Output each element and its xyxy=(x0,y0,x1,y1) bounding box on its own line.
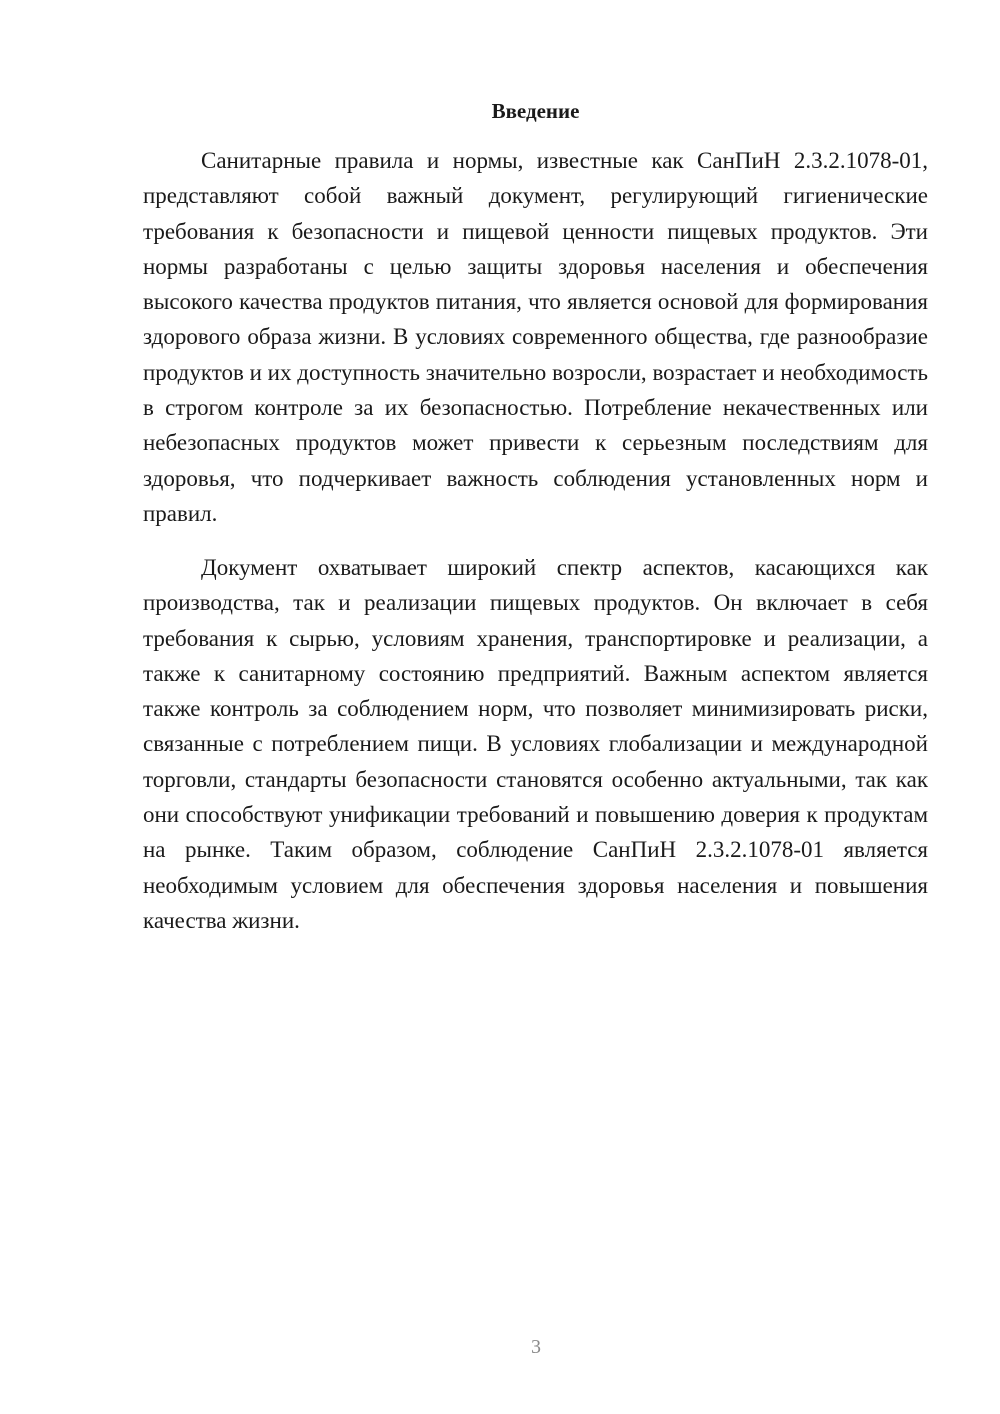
page-number: 3 xyxy=(531,1336,541,1358)
paragraph-1: Санитарные правила и нормы, известные как СанПиН 2.3.2.1078-01, представляют собой важный документ, регулирующий гигиенические требования к безопасности и пищевой ценности пищевых продуктов. Эти нормы разработаны с целью защиты здоровья населения и обеспечения высокого качества продуктов питания, что является основой для формирования здорового образа жизни. В условиях современного общества, где разнообразие продуктов и их доступность значительно возросли, возрастает и необходимость в строгом контроле за их безопасностью. Потребление некачественных или небезопасных продуктов может привести к серьезным последствиям для здоровья, что подчеркивает важность соблюдения установленных норм и правил. xyxy=(143,148,928,526)
paragraph-2: Документ охватывает широкий спектр аспектов, касающихся как производства, так и реализации пищевых продуктов. Он включает в себя требования к сырью, условиям хранения, транспортировке и реализации, а также к санитарному состоянию предприятий. Важным аспектом является также контроль за соблюдением норм, что позволяет минимизировать риски, связанные с потреблением пищи. В условиях глобализации и международной торговли, стандарты безопасности становятся особенно актуальными, так как они способствуют унификации требований и повышению доверия к продуктам на рынке. Таким образом, соблюдение СанПиН 2.3.2.1078-01 является необходимым условием для обеспечения здоровья населения и повышения качества жизни. xyxy=(143,555,928,933)
page-title: Введение xyxy=(491,99,580,123)
